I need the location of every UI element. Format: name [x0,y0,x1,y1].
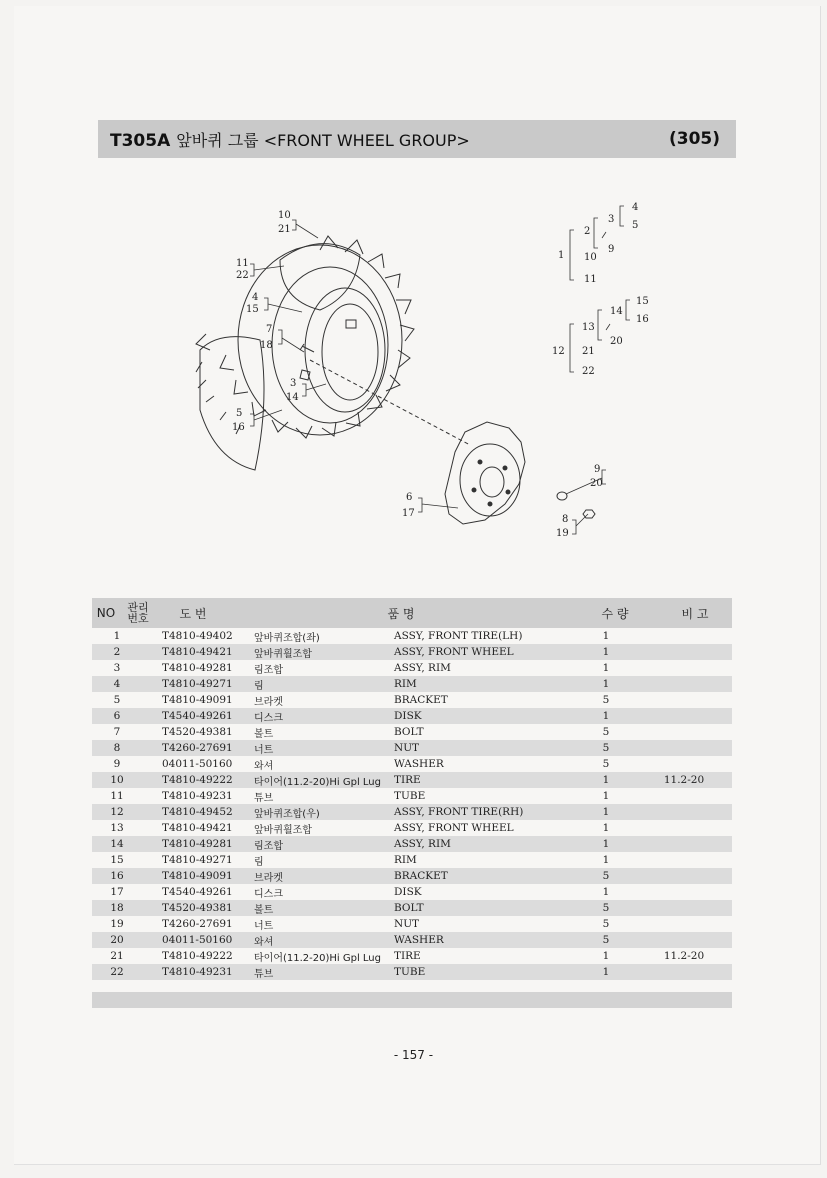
row-english-name: BOLT [394,726,424,738]
group-name: 앞바퀴 그룹 <FRONT WHEEL GROUP> [176,130,470,150]
row-qty: 5 [602,902,610,914]
wheel-disk [445,422,525,524]
row-qty: 1 [602,806,610,818]
row-korean-name: 볼트 [254,904,274,916]
group-number: (305) [668,129,720,149]
row-korean-name: 디스크 [254,888,283,900]
row-part-no: T4810-49281 [162,838,233,850]
row-korean-name: 와셔 [254,936,274,948]
row-no: 1 [113,630,121,642]
row-english-name: TIRE [394,950,421,962]
row-korean-name: 림조합 [254,840,283,852]
tree1-node-11: 11 [584,274,597,285]
table-row [92,884,732,900]
callout-6: 6 [406,492,413,503]
washer [557,492,567,500]
tree2-root: 12 [552,346,565,357]
tree1-node-9: 9 [608,244,615,255]
row-part-no: T4810-49402 [162,630,233,642]
group-title-bar [98,120,736,158]
row-no: 6 [113,710,121,722]
callout-17: 17 [402,508,415,519]
row-korean-name: 림조합 [254,664,283,676]
row-english-name: BRACKET [394,694,448,706]
row-qty: 1 [602,854,610,866]
table-row [92,708,732,724]
row-qty: 1 [602,774,610,786]
row-qty: 1 [602,822,610,834]
tree1-node-5: 5 [632,220,639,231]
row-korean-name: 너트 [254,744,274,756]
callout-11: 11 [236,258,249,269]
group-title [110,128,470,151]
row-part-no: T4540-49261 [162,710,233,722]
row-qty: 1 [602,966,610,978]
row-no: 11 [110,790,124,802]
row-part-no: T4810-49452 [162,806,233,818]
row-english-name: ASSY, RIM [394,838,451,850]
tree2-node-14: 14 [610,306,623,317]
row-part-no: T4260-27691 [162,918,233,930]
header-remarks: 비 고 [681,606,709,621]
row-korean-name: 볼트 [254,728,274,740]
table-row [92,676,732,692]
callout-4: 4 [252,292,259,303]
tree1-node-3: 3 [608,214,615,225]
table-row [92,724,732,740]
row-qty: 1 [602,630,610,642]
row-no: 15 [110,854,124,866]
row-korean-name: 너트 [254,920,274,932]
row-english-name: DISK [394,710,422,722]
row-english-name: BOLT [394,902,424,914]
row-korean-name: 브라켓 [254,872,283,884]
callout-5: 5 [236,408,243,419]
row-no: 19 [110,918,124,930]
row-qty: 5 [602,758,610,770]
row-qty: 1 [602,790,610,802]
axle-line [310,360,470,445]
row-english-name: DISK [394,886,422,898]
row-qty: 5 [602,726,610,738]
tree1-root: 1 [558,250,565,261]
row-part-no: T4520-49381 [162,902,233,914]
row-qty: 5 [602,918,610,930]
row-english-name: RIM [394,678,417,690]
row-qty: 1 [602,646,610,658]
row-part-no: T4810-49421 [162,646,233,658]
table-row [92,932,732,948]
callout-15: 15 [246,304,259,315]
row-english-name: NUT [394,918,420,930]
left-tire-half [200,337,264,470]
table-row [92,756,732,772]
callout-9: 9 [594,464,601,475]
row-english-name: WASHER [394,758,444,770]
row-part-no: T4810-49231 [162,966,233,978]
table-header [92,598,732,628]
tree2-node-15: 15 [636,296,649,307]
row-no: 4 [113,678,121,690]
rim-inner [322,304,378,400]
wheel-illustration [196,236,595,524]
row-no: 3 [113,662,121,674]
row-no: 2 [113,646,121,658]
row-qty: 1 [602,950,610,962]
row-english-name: BRACKET [394,870,448,882]
callout-18: 18 [260,340,273,351]
row-no: 13 [110,822,124,834]
table-row [92,916,732,932]
row-no: 8 [113,742,121,754]
row-no: 16 [110,870,124,882]
row-korean-name: 와셔 [254,760,274,772]
row-english-name: ASSY, FRONT TIRE(RH) [394,806,524,818]
row-english-name: TUBE [394,966,426,978]
row-part-no: T4540-49261 [162,886,233,898]
row-qty: 5 [602,742,610,754]
row-english-name: WASHER [394,934,444,946]
row-korean-name: 튜브 [254,968,274,980]
table-footer-band [92,992,732,1008]
row-korean-name: 타이어(11.2-20)Hi Gpl Lug [254,776,381,788]
group-code: T305A [110,130,171,151]
table-body [92,628,732,980]
callout-leaders [250,220,606,534]
tree2-node-20: 20 [610,336,623,347]
row-part-no: T4260-27691 [162,742,233,754]
table-row [92,740,732,756]
bracket [300,320,356,380]
row-qty: 1 [602,838,610,850]
row-no: 20 [110,934,124,946]
table-row [92,660,732,676]
row-no: 21 [110,950,124,962]
row-part-no: T4810-49222 [162,950,233,962]
row-english-name: TIRE [394,774,421,786]
row-no: 5 [113,694,121,706]
table-row [92,772,732,788]
row-part-no: T4810-49231 [162,790,233,802]
row-part-no: T4810-49222 [162,774,233,786]
tree2-node-22: 22 [582,366,595,377]
callout-14: 14 [286,392,299,403]
row-part-no: T4810-49421 [162,822,233,834]
row-korean-name: 앞바퀴휠조합 [254,824,312,836]
callout-20: 20 [590,478,603,489]
row-english-name: ASSY, RIM [394,662,451,674]
assembly-tree-rh [552,296,649,377]
table-row [92,948,732,964]
header-name: 품 명 [387,606,415,621]
callout-8: 8 [562,514,569,525]
callout-10: 10 [278,210,291,221]
row-qty: 5 [602,870,610,882]
row-part-no: T4810-49281 [162,662,233,674]
table-row [92,692,732,708]
table-row [92,804,732,820]
table-row [92,788,732,804]
tree2-node-21: 21 [582,346,595,357]
page-number: - 157 - [393,1048,434,1062]
row-english-name: NUT [394,742,420,754]
tree2-node-16: 16 [636,314,649,325]
tree2-node-13: 13 [582,322,595,333]
table-row [92,900,732,916]
row-english-name: RIM [394,854,417,866]
row-no: 17 [110,886,124,898]
row-korean-name: 타이어(11.2-20)Hi Gpl Lug [254,952,381,964]
row-part-no: T4520-49381 [162,726,233,738]
row-remarks: 11.2-20 [663,950,705,962]
row-english-name: TUBE [394,790,426,802]
table-row [92,628,732,644]
parts-table [92,598,732,1008]
row-english-name: ASSY, FRONT WHEEL [394,646,514,658]
tree1-node-2: 2 [584,226,591,237]
row-no: 12 [110,806,124,818]
header-no: NO [96,606,116,620]
row-korean-name: 림 [254,856,264,868]
row-korean-name: 앞바퀴휠조합 [254,648,312,660]
tree1-node-10: 10 [584,252,597,263]
row-no: 10 [110,774,124,786]
assembly-tree-lh [558,202,638,285]
callout-3: 3 [290,378,297,389]
row-qty: 1 [602,710,610,722]
row-part-no: 04011-50160 [162,934,233,946]
row-korean-name: 앞바퀴조합(좌) [254,632,320,644]
row-part-no: T4810-49091 [162,694,233,706]
callout-22: 22 [236,270,249,281]
row-english-name: ASSY, FRONT TIRE(LH) [394,630,523,642]
callout-16: 16 [232,422,245,433]
row-no: 18 [110,902,124,914]
row-no: 7 [113,726,121,738]
table-row [92,868,732,884]
callout-7: 7 [266,324,273,335]
table-row [92,964,732,980]
row-part-no: T4810-49271 [162,854,233,866]
row-part-no: T4810-49091 [162,870,233,882]
row-no: 22 [110,966,124,978]
row-qty: 1 [602,662,610,674]
callout-labels [232,210,603,539]
row-qty: 5 [602,694,610,706]
table-row [92,836,732,852]
row-korean-name: 디스크 [254,712,283,724]
callout-21: 21 [278,224,291,235]
row-korean-name: 림 [254,680,264,692]
row-no: 14 [110,838,124,850]
table-row [92,820,732,836]
table-row [92,852,732,868]
exploded-wheel-diagram [170,190,660,560]
callout-19: 19 [556,528,569,539]
tube [280,244,360,310]
row-no: 9 [113,758,121,770]
row-remarks: 11.2-20 [663,774,705,786]
row-part-no: 04011-50160 [162,758,233,770]
header-mgmt-no: 관리 번호 [127,601,149,625]
row-qty: 5 [602,934,610,946]
row-korean-name: 앞바퀴조합(우) [254,808,320,820]
row-qty: 1 [602,886,610,898]
row-korean-name: 브라켓 [254,696,283,708]
header-qty: 수 량 [601,606,629,621]
row-korean-name: 튜브 [254,792,274,804]
header-part-no: 도 번 [179,606,207,621]
tree1-node-4: 4 [632,202,639,213]
row-qty: 1 [602,678,610,690]
row-part-no: T4810-49271 [162,678,233,690]
table-row [92,644,732,660]
row-english-name: ASSY, FRONT WHEEL [394,822,514,834]
